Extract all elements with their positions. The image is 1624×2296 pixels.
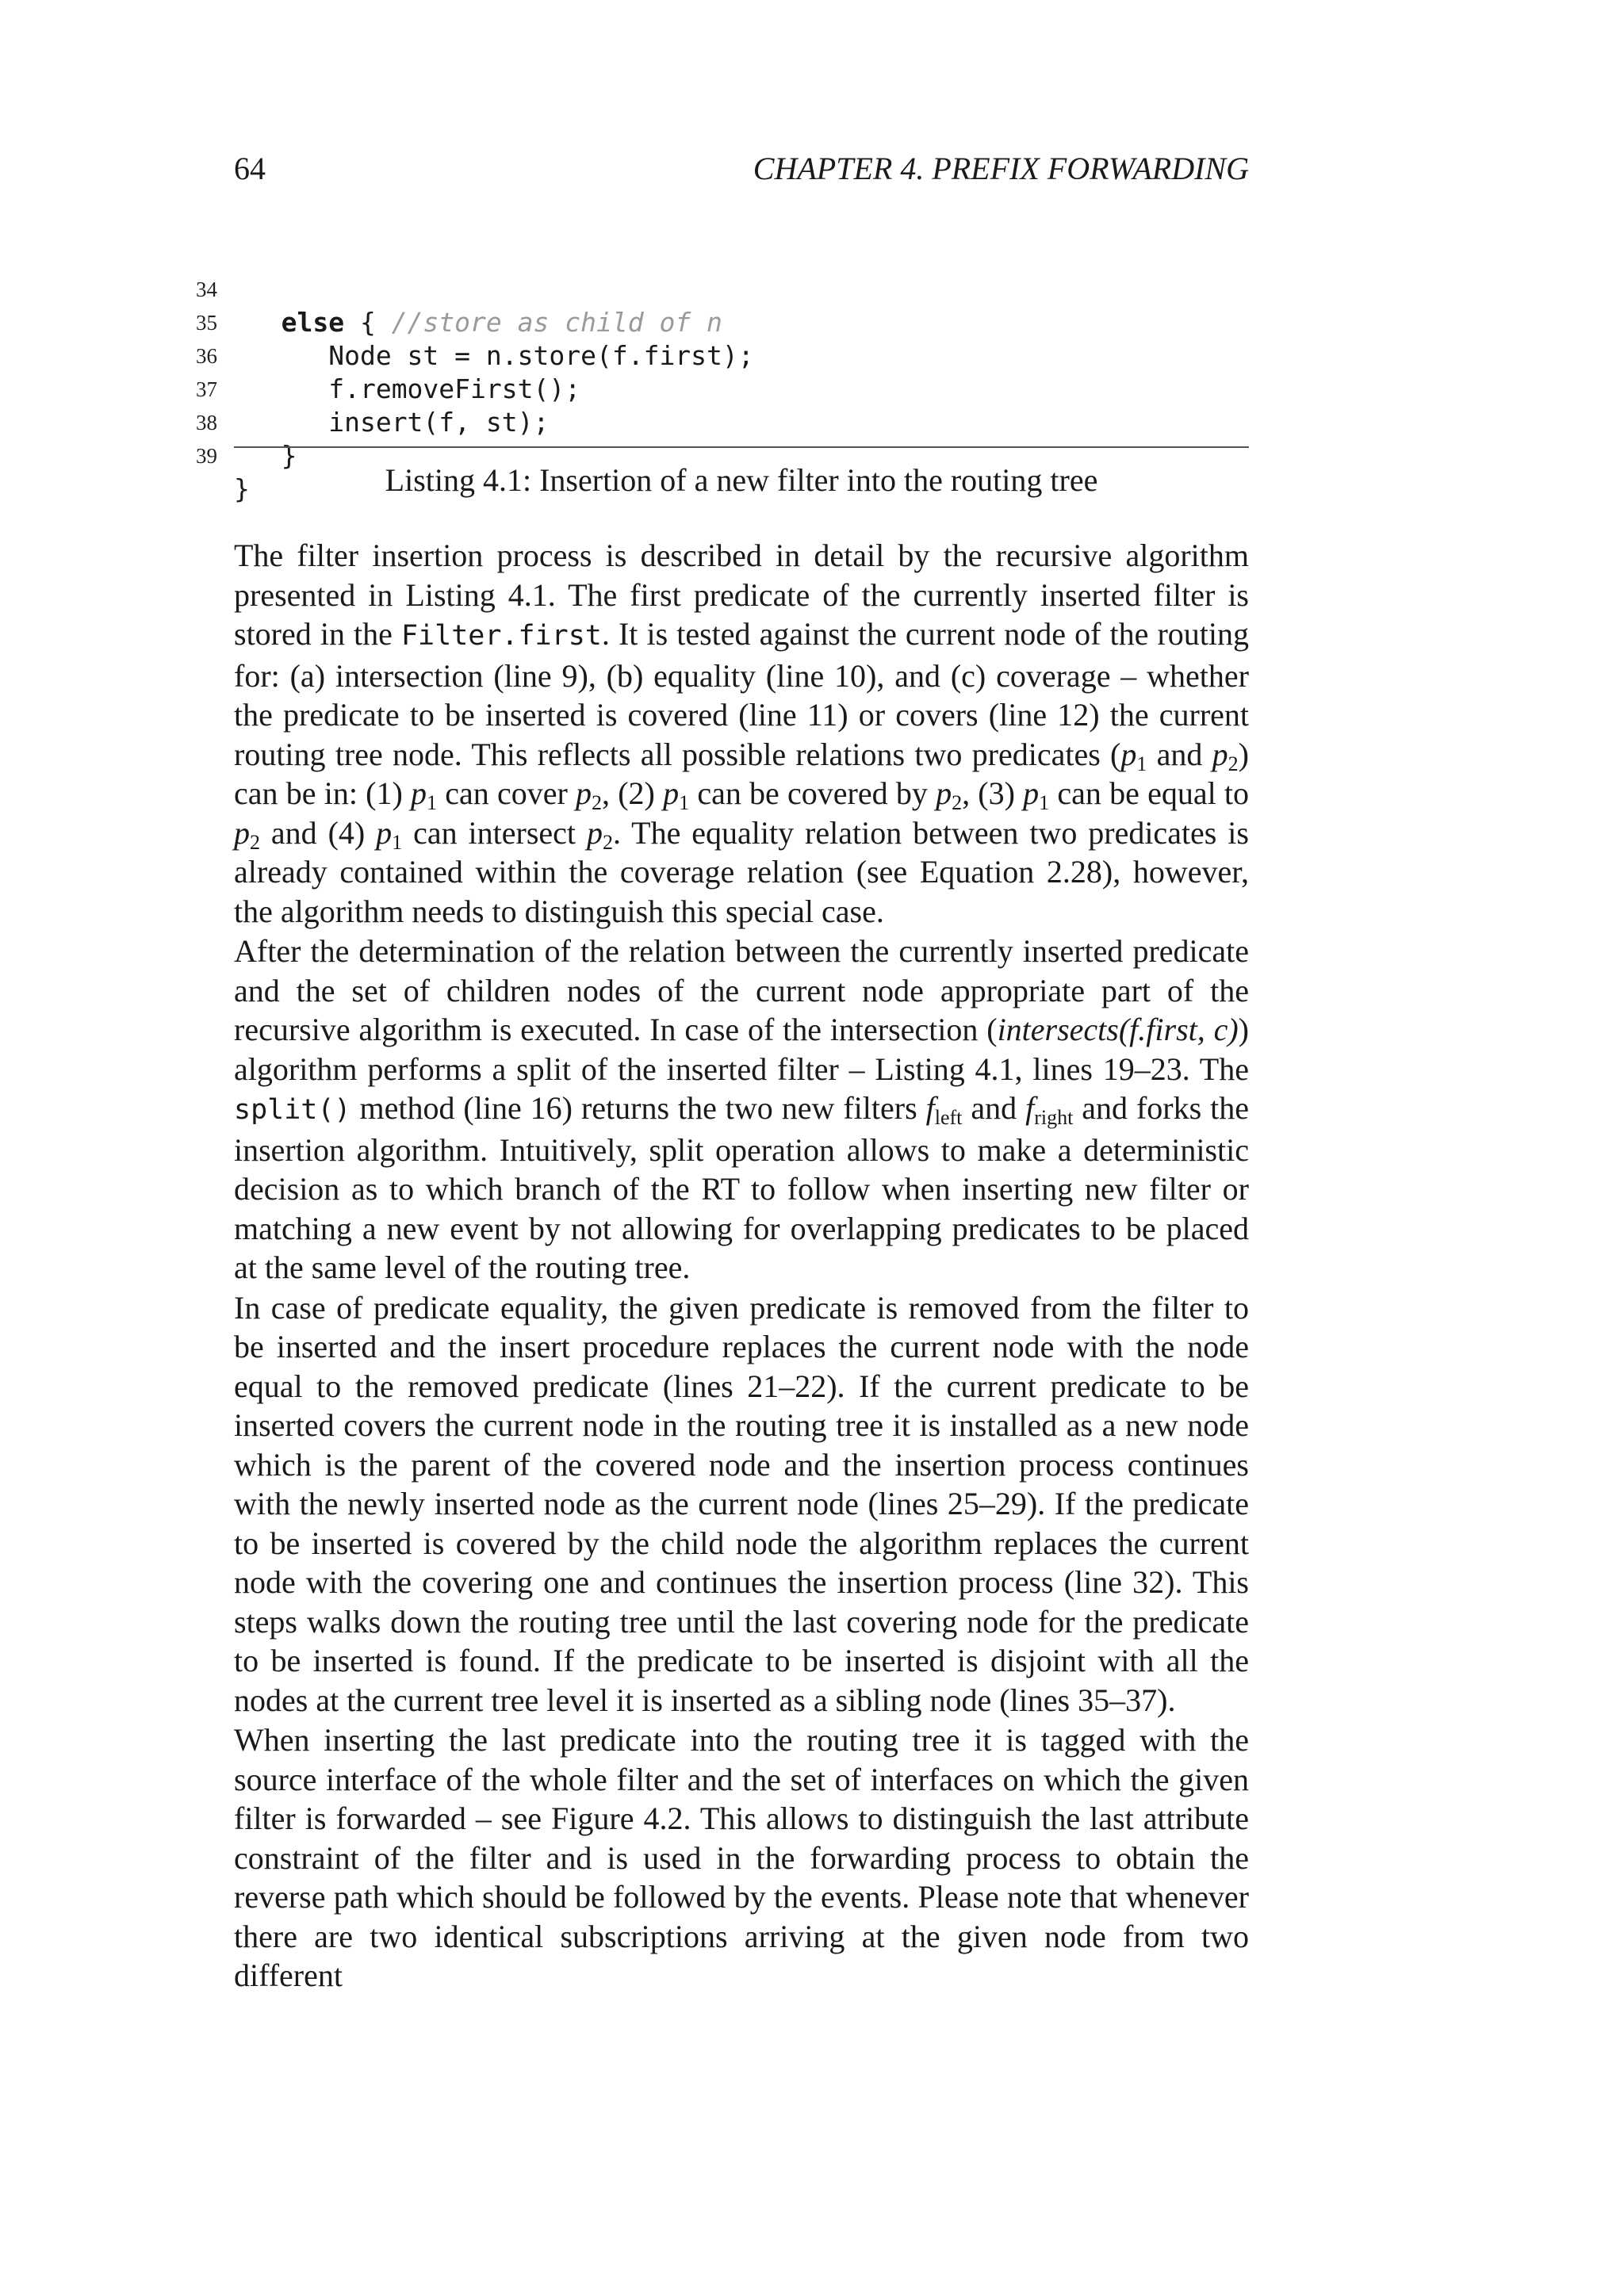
code-comment: //store as child of n bbox=[391, 307, 722, 338]
code-text: else { //store as child of n bbox=[281, 307, 722, 338]
paragraph: When inserting the last predicate into the routing tree it is tagged with the source interface of the whole filter and the set of interfaces on which the given filter is forwarded – see Figure 4.2. This allows to distinguish the last attribute constraint of the filter and is used in the forwarding process to obtain the reverse path which should be followed by the events. Please note that whenever there are two identical subscriptions arriving at the given node from two different bbox=[234, 1722, 1249, 1993]
line-number: 37 bbox=[196, 377, 217, 401]
keyword: else bbox=[281, 307, 345, 338]
line-number: 36 bbox=[196, 344, 217, 368]
code-text: } bbox=[234, 473, 250, 504]
math-expression: intersects(f.first, c) bbox=[997, 1012, 1239, 1047]
line-number: 38 bbox=[196, 411, 217, 434]
line-number: 39 bbox=[196, 444, 217, 468]
line-number: 34 bbox=[196, 277, 217, 301]
code-text: Node st = n.store(f.first); bbox=[328, 340, 754, 371]
line-number: 35 bbox=[196, 311, 217, 335]
inline-code: split() bbox=[234, 1094, 351, 1126]
page-number: 64 bbox=[234, 151, 266, 186]
paragraph: The filter insertion process is described in detail by the recursive algorithm presented in Listing 4.1. The first predicate of the currently inserted filter is stored in the Filter.first. It is tested against the current node of the routing for: (a) intersection (line 9), (b) equality (line 10), and (c) coverage – whether the predicate to be inserted is covered (line 11) or covers (line 12) the current routing tree node. This reflects all possible relations two predicates ($p_1$ and $p_2$) can be in: (1) $p_1$ can cover $p_2$, (2) $p_1$ can be covered by $p_2$, (3) $p_1$ can be equal to $p_2$ and (4) $p_1$ can intersect $p_2$. The equality relation between two predicates is already contained within the coverage relation (see Equation 2.28), however, the algorithm needs to distinguish this special case. bbox=[234, 538, 1250, 929]
paragraph: After the determination of the relation between the currently inserted predicate and the set of children nodes of the current node appropriate part of the recursive algorithm is executed. In case of the intersection (intersects(f.first, c)) algorithm performs a split of the inserted filter – Listing 4.1, lines 19–23. The split() method (line 16) returns the two new filters $f_{left}$ and $f_{right}$ and forks the insertion algorithm. Intuitively, split operation allows to make a deterministic decision as to which branch of the RT to follow when inserting new filter or matching a new event by not allowing for overlapping predicates to be placed at the same level of the routing tree. bbox=[234, 933, 1249, 1285]
body-text bbox=[234, 536, 1249, 1996]
paragraph: In case of predicate equality, the given predicate is removed from the filter to be inserted and the insert procedure replaces the current node with the node equal to the removed predicate (lines 21–22). If the current predicate to be inserted covers the current node in the routing tree it is installed as a new node which is the parent of the covered node and the insertion process continues with the newly inserted node as the current node (lines 25–29). If the predicate to be inserted is covered by the child node the algorithm replaces the current node with the covering one and continues the insertion process (line 32). This steps walks down the routing tree until the last covering node for the predicate to be inserted is found. If the predicate to be inserted is disjoint with all the nodes at the current tree level it is inserted as a sibling node (lines 35–37). bbox=[234, 1289, 1249, 1718]
inline-code: Filter.first bbox=[400, 620, 602, 652]
code-text: } bbox=[281, 440, 297, 471]
code-text: f.removeFirst(); bbox=[328, 373, 581, 404]
listing-rule bbox=[234, 446, 1249, 448]
running-header bbox=[234, 145, 1249, 193]
chapter-title: CHAPTER 4. PREFIX FORWARDING bbox=[753, 151, 1249, 186]
listing-caption: Listing 4.1: Insertion of a new filter into the routing tree bbox=[385, 462, 1098, 498]
code-text: insert(f, st); bbox=[328, 407, 550, 438]
